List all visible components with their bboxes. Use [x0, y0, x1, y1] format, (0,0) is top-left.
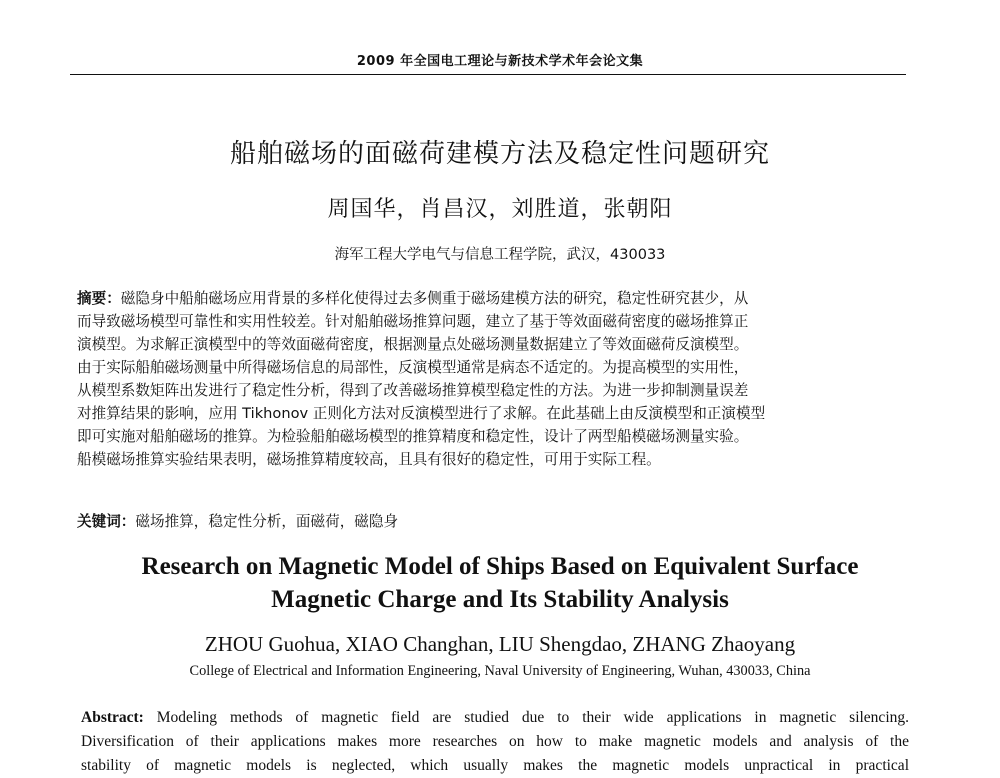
chinese-abstract-line: 即可实施对船舶磁场的推算。为检验船舶磁场模型的推算精度和稳定性，设计了两型船模磁场测量实验。 — [77, 428, 749, 445]
chinese-abstract-line: 由于实际船舶磁场测量中所得磁场信息的局部性，反演模型通常是病态不适定的。为提高模型的实用性， — [77, 359, 749, 376]
english-abstract-label: Abstract: — [81, 709, 144, 726]
chinese-abstract-line: 摘要：磁隐身中船舶磁场应用背景的多样化使得过去多侧重于磁场建模方法的研究，稳定性研究甚少，从 — [77, 290, 749, 307]
english-abstract-line: stability of magnetic models is neglected, which usually makes the magnetic models unpractical in practical — [81, 757, 909, 774]
running-header: 2009 年全国电工理论与新技术学术年会论文集 — [356, 54, 644, 69]
english-affiliation: College of Electrical and Information Engineering, Naval University of Engineering, Wuhan, 430033, China — [189, 663, 811, 679]
chinese-keywords — [77, 510, 905, 531]
chinese-authors: 周国华，肖昌汉，刘胜道，张朝阳 — [327, 197, 673, 222]
english-abstract-line: Diversification of their applications makes more researches on how to make magnetic models and analysis of the — [81, 733, 909, 750]
chinese-abstract-line: 船模磁场推算实验结果表明，磁场推算精度较高，且具有很好的稳定性，可用于实际工程。 — [77, 451, 661, 468]
english-authors: ZHOU Guohua, XIAO Changhan, LIU Shengdao, ZHANG Zhaoyang — [204, 632, 796, 656]
chinese-abstract-line: 而导致磁场模型可靠性和实用性较差。针对船舶磁场推算问题，建立了基于等效面磁荷密度的磁场推算正 — [77, 313, 749, 330]
english-abstract-line: Abstract: Modeling methods of magnetic field are studied due to their wide applications in magnetic silencing. — [81, 709, 909, 726]
english-title-line: Magnetic Charge and Its Stability Analysis — [271, 586, 729, 613]
chinese-title: 船舶磁场的面磁荷建模方法及稳定性问题研究 — [229, 139, 770, 169]
header-rule — [70, 74, 906, 75]
chinese-abstract-line: 对推算结果的影响，应用 Tikhonov 正则化方法对反演模型进行了求解。在此基础上由反演模型和正演模型 — [77, 405, 766, 422]
chinese-keywords-label: 关键词： — [77, 513, 136, 530]
chinese-affiliation: 海军工程大学电气与信息工程学院，武汉，430033 — [334, 247, 666, 263]
english-title-line: Research on Magnetic Model of Ships Based on Equivalent Surface — [141, 553, 859, 580]
chinese-abstract-line: 演模型。为求解正演模型中的等效面磁荷密度，根据测量点处磁场测量数据建立了等效面磁荷反演模型。 — [77, 336, 749, 353]
english-abstract — [81, 706, 909, 778]
chinese-abstract-label: 摘要： — [77, 290, 121, 307]
chinese-abstract-line: 从模型系数矩阵出发进行了稳定性分析，得到了改善磁场推算模型稳定性的方法。为进一步抑制测量误差 — [77, 382, 749, 399]
english-title — [0, 550, 1000, 616]
chinese-abstract — [77, 287, 905, 471]
chinese-keywords-text: 磁场推算，稳定性分析，面磁荷，磁隐身 — [135, 513, 399, 530]
